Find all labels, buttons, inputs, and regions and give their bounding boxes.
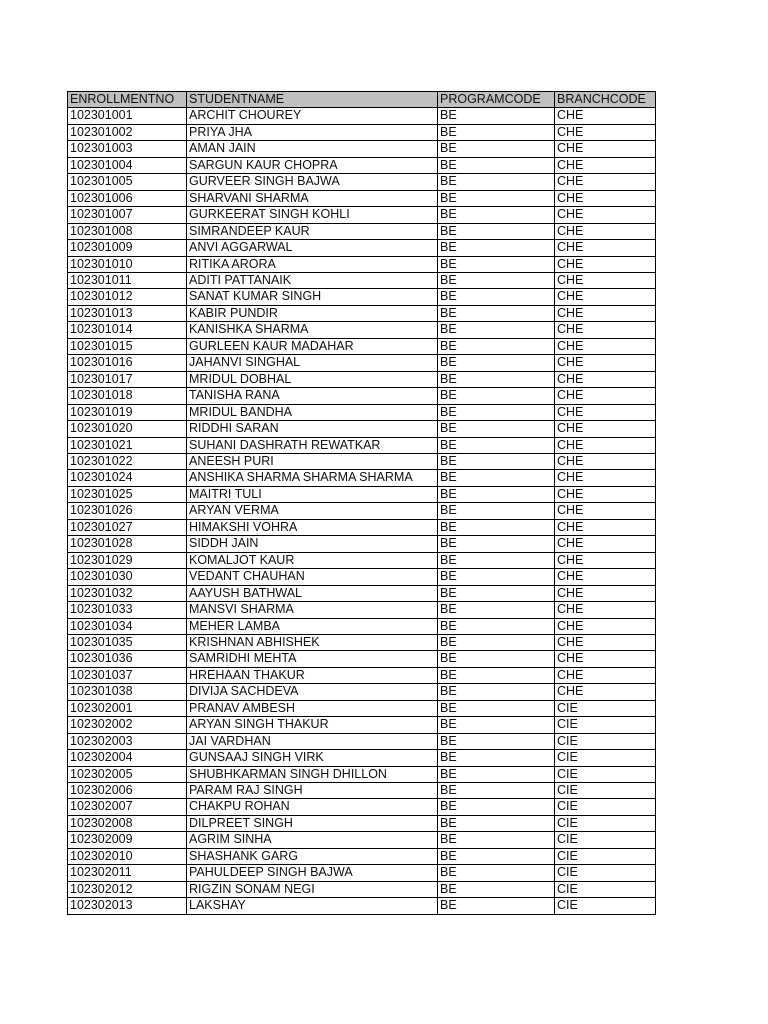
programcode-cell: BE [438, 585, 555, 601]
branchcode-cell: CHE [555, 602, 656, 618]
studentname-cell: SHUBHKARMAN SINGH DHILLON [187, 766, 438, 782]
enrollmentno-cell: 102302006 [68, 783, 187, 799]
enrollmentno-cell: 102301037 [68, 667, 187, 683]
table-row [68, 108, 656, 124]
branchcode-cell: CHE [555, 486, 656, 502]
table-row [68, 799, 656, 815]
table-row [68, 207, 656, 223]
programcode-cell: BE [438, 388, 555, 404]
studentname-cell: ARYAN SINGH THAKUR [187, 717, 438, 733]
branchcode-cell: CHE [555, 157, 656, 173]
studentname-cell: DIVIJA SACHDEVA [187, 684, 438, 700]
table-row [68, 832, 656, 848]
branchcode-cell: CIE [555, 799, 656, 815]
table-row [68, 141, 656, 157]
programcode-cell: BE [438, 207, 555, 223]
enrollmentno-cell: 102301007 [68, 207, 187, 223]
studentname-cell: AAYUSH BATHWAL [187, 585, 438, 601]
studentname-cell: PARAM RAJ SINGH [187, 783, 438, 799]
enrollmentno-cell: 102301036 [68, 651, 187, 667]
studentname-cell: JAHANVI SINGHAL [187, 355, 438, 371]
programcode-cell: BE [438, 157, 555, 173]
programcode-cell: BE [438, 618, 555, 634]
enrollmentno-cell: 102301005 [68, 174, 187, 190]
branchcode-cell: CIE [555, 815, 656, 831]
table-row [68, 124, 656, 140]
programcode-cell: BE [438, 717, 555, 733]
table-row [68, 766, 656, 782]
student-list-sheet [67, 91, 656, 915]
table-row [68, 783, 656, 799]
studentname-cell: ARCHIT CHOUREY [187, 108, 438, 124]
enrollmentno-cell: 102301003 [68, 141, 187, 157]
enrollmentno-cell: 102301029 [68, 552, 187, 568]
enrollmentno-cell: 102301018 [68, 388, 187, 404]
table-row [68, 717, 656, 733]
programcode-cell: BE [438, 305, 555, 321]
branchcode-cell: CHE [555, 272, 656, 288]
branchcode-cell: CIE [555, 733, 656, 749]
branchcode-cell: CHE [555, 519, 656, 535]
branchcode-cell: CHE [555, 634, 656, 650]
branchcode-cell: CIE [555, 766, 656, 782]
branchcode-cell: CHE [555, 651, 656, 667]
enrollmentno-cell: 102301009 [68, 240, 187, 256]
table-row [68, 338, 656, 354]
programcode-cell: BE [438, 733, 555, 749]
studentname-cell: ANSHIKA SHARMA SHARMA SHARMA [187, 470, 438, 486]
branchcode-cell: CIE [555, 898, 656, 914]
table-row [68, 519, 656, 535]
table-row [68, 881, 656, 897]
studentname-cell: MEHER LAMBA [187, 618, 438, 634]
studentname-cell: GURLEEN KAUR MADAHAR [187, 338, 438, 354]
programcode-cell: BE [438, 174, 555, 190]
programcode-cell: BE [438, 289, 555, 305]
table-row [68, 569, 656, 585]
enrollmentno-cell: 102302001 [68, 700, 187, 716]
enrollmentno-cell: 102301030 [68, 569, 187, 585]
enrollmentno-cell: 102301015 [68, 338, 187, 354]
studentname-cell: SIMRANDEEP KAUR [187, 223, 438, 239]
enrollmentno-cell: 102301006 [68, 190, 187, 206]
programcode-cell: BE [438, 470, 555, 486]
table-row [68, 651, 656, 667]
programcode-cell: BE [438, 124, 555, 140]
column-header-enrollmentno: ENROLLMENTNO [68, 92, 187, 108]
table-row [68, 223, 656, 239]
studentname-cell: GURKEERAT SINGH KOHLI [187, 207, 438, 223]
enrollmentno-cell: 102301020 [68, 421, 187, 437]
branchcode-cell: CHE [555, 124, 656, 140]
programcode-cell: BE [438, 552, 555, 568]
table-row [68, 536, 656, 552]
studentname-cell: HREHAAN THAKUR [187, 667, 438, 683]
programcode-cell: BE [438, 404, 555, 420]
enrollmentno-cell: 102301034 [68, 618, 187, 634]
enrollmentno-cell: 102301028 [68, 536, 187, 552]
enrollmentno-cell: 102301035 [68, 634, 187, 650]
programcode-cell: BE [438, 799, 555, 815]
studentname-cell: KABIR PUNDIR [187, 305, 438, 321]
studentname-cell: RITIKA ARORA [187, 256, 438, 272]
enrollmentno-cell: 102301010 [68, 256, 187, 272]
branchcode-cell: CHE [555, 684, 656, 700]
programcode-cell: BE [438, 667, 555, 683]
studentname-cell: PAHULDEEP SINGH BAJWA [187, 865, 438, 881]
enrollmentno-cell: 102301022 [68, 453, 187, 469]
column-header-programcode: PROGRAMCODE [438, 92, 555, 108]
branchcode-cell: CHE [555, 256, 656, 272]
enrollmentno-cell: 102301033 [68, 602, 187, 618]
programcode-cell: BE [438, 536, 555, 552]
branchcode-cell: CIE [555, 848, 656, 864]
programcode-cell: BE [438, 815, 555, 831]
table-row [68, 388, 656, 404]
enrollmentno-cell: 102301032 [68, 585, 187, 601]
programcode-cell: BE [438, 898, 555, 914]
enrollmentno-cell: 102301025 [68, 486, 187, 502]
programcode-cell: BE [438, 700, 555, 716]
studentname-cell: KRISHNAN ABHISHEK [187, 634, 438, 650]
table-row [68, 865, 656, 881]
studentname-cell: SIDDH JAIN [187, 536, 438, 552]
programcode-cell: BE [438, 240, 555, 256]
branchcode-cell: CHE [555, 289, 656, 305]
enrollmentno-cell: 102301013 [68, 305, 187, 321]
programcode-cell: BE [438, 865, 555, 881]
enrollmentno-cell: 102301002 [68, 124, 187, 140]
branchcode-cell: CIE [555, 881, 656, 897]
table-row [68, 174, 656, 190]
studentname-cell: ADITI PATTANAIK [187, 272, 438, 288]
table-row [68, 667, 656, 683]
branchcode-cell: CIE [555, 750, 656, 766]
programcode-cell: BE [438, 223, 555, 239]
studentname-cell: CHAKPU ROHAN [187, 799, 438, 815]
studentname-cell: TANISHA RANA [187, 388, 438, 404]
programcode-cell: BE [438, 750, 555, 766]
table-row [68, 848, 656, 864]
branchcode-cell: CHE [555, 569, 656, 585]
table-row [68, 503, 656, 519]
programcode-cell: BE [438, 766, 555, 782]
table-row [68, 815, 656, 831]
table-row [68, 733, 656, 749]
table-row [68, 421, 656, 437]
table-row [68, 256, 656, 272]
branchcode-cell: CHE [555, 355, 656, 371]
studentname-cell: ANVI AGGARWAL [187, 240, 438, 256]
branchcode-cell: CHE [555, 174, 656, 190]
enrollmentno-cell: 102301024 [68, 470, 187, 486]
table-row [68, 437, 656, 453]
studentname-cell: MRIDUL DOBHAL [187, 371, 438, 387]
header-row [68, 92, 656, 108]
studentname-cell: KOMALJOT KAUR [187, 552, 438, 568]
programcode-cell: BE [438, 634, 555, 650]
enrollmentno-cell: 102302005 [68, 766, 187, 782]
enrollmentno-cell: 102302002 [68, 717, 187, 733]
table-row [68, 700, 656, 716]
programcode-cell: BE [438, 371, 555, 387]
programcode-cell: BE [438, 848, 555, 864]
studentname-cell: MAITRI TULI [187, 486, 438, 502]
table-body [68, 108, 656, 914]
enrollmentno-cell: 102302003 [68, 733, 187, 749]
table-row [68, 322, 656, 338]
branchcode-cell: CHE [555, 585, 656, 601]
studentname-cell: HIMAKSHI VOHRA [187, 519, 438, 535]
branchcode-cell: CIE [555, 865, 656, 881]
table-row [68, 684, 656, 700]
studentname-cell: SUHANI DASHRATH REWATKAR [187, 437, 438, 453]
table-row [68, 272, 656, 288]
programcode-cell: BE [438, 338, 555, 354]
enrollmentno-cell: 102302007 [68, 799, 187, 815]
student-table [67, 91, 656, 915]
programcode-cell: BE [438, 651, 555, 667]
table-row [68, 355, 656, 371]
table-row [68, 190, 656, 206]
table-row [68, 634, 656, 650]
enrollmentno-cell: 102301016 [68, 355, 187, 371]
studentname-cell: ANEESH PURI [187, 453, 438, 469]
branchcode-cell: CIE [555, 783, 656, 799]
branchcode-cell: CHE [555, 503, 656, 519]
programcode-cell: BE [438, 437, 555, 453]
studentname-cell: GUNSAAJ SINGH VIRK [187, 750, 438, 766]
studentname-cell: PRANAV AMBESH [187, 700, 438, 716]
enrollmentno-cell: 102301001 [68, 108, 187, 124]
branchcode-cell: CHE [555, 404, 656, 420]
studentname-cell: SHARVANI SHARMA [187, 190, 438, 206]
programcode-cell: BE [438, 108, 555, 124]
studentname-cell: PRIYA JHA [187, 124, 438, 140]
branchcode-cell: CHE [555, 371, 656, 387]
branchcode-cell: CHE [555, 240, 656, 256]
table-row [68, 371, 656, 387]
programcode-cell: BE [438, 881, 555, 897]
enrollmentno-cell: 102301027 [68, 519, 187, 535]
enrollmentno-cell: 102302010 [68, 848, 187, 864]
table-row [68, 898, 656, 914]
programcode-cell: BE [438, 190, 555, 206]
branchcode-cell: CHE [555, 552, 656, 568]
branchcode-cell: CHE [555, 618, 656, 634]
branchcode-cell: CIE [555, 700, 656, 716]
table-row [68, 552, 656, 568]
branchcode-cell: CHE [555, 223, 656, 239]
programcode-cell: BE [438, 602, 555, 618]
table-row [68, 618, 656, 634]
programcode-cell: BE [438, 272, 555, 288]
programcode-cell: BE [438, 453, 555, 469]
studentname-cell: SAMRIDHI MEHTA [187, 651, 438, 667]
programcode-cell: BE [438, 256, 555, 272]
enrollmentno-cell: 102301017 [68, 371, 187, 387]
branchcode-cell: CHE [555, 388, 656, 404]
table-row [68, 289, 656, 305]
programcode-cell: BE [438, 519, 555, 535]
branchcode-cell: CHE [555, 536, 656, 552]
studentname-cell: AMAN JAIN [187, 141, 438, 157]
table-header [68, 92, 656, 108]
programcode-cell: BE [438, 832, 555, 848]
enrollmentno-cell: 102301026 [68, 503, 187, 519]
enrollmentno-cell: 102302008 [68, 815, 187, 831]
studentname-cell: RIDDHI SARAN [187, 421, 438, 437]
programcode-cell: BE [438, 486, 555, 502]
studentname-cell: VEDANT CHAUHAN [187, 569, 438, 585]
studentname-cell: RIGZIN SONAM NEGI [187, 881, 438, 897]
branchcode-cell: CHE [555, 305, 656, 321]
studentname-cell: SHASHANK GARG [187, 848, 438, 864]
studentname-cell: AGRIM SINHA [187, 832, 438, 848]
table-row [68, 305, 656, 321]
table-row [68, 157, 656, 173]
programcode-cell: BE [438, 421, 555, 437]
branchcode-cell: CIE [555, 717, 656, 733]
branchcode-cell: CHE [555, 453, 656, 469]
table-row [68, 750, 656, 766]
branchcode-cell: CIE [555, 832, 656, 848]
table-row [68, 585, 656, 601]
enrollmentno-cell: 102301021 [68, 437, 187, 453]
branchcode-cell: CHE [555, 207, 656, 223]
branchcode-cell: CHE [555, 421, 656, 437]
studentname-cell: SANAT KUMAR SINGH [187, 289, 438, 305]
table-row [68, 602, 656, 618]
enrollmentno-cell: 102302004 [68, 750, 187, 766]
enrollmentno-cell: 102301004 [68, 157, 187, 173]
programcode-cell: BE [438, 355, 555, 371]
studentname-cell: LAKSHAY [187, 898, 438, 914]
enrollmentno-cell: 102301011 [68, 272, 187, 288]
branchcode-cell: CHE [555, 141, 656, 157]
table-row [68, 486, 656, 502]
branchcode-cell: CHE [555, 322, 656, 338]
table-row [68, 404, 656, 420]
branchcode-cell: CHE [555, 470, 656, 486]
branchcode-cell: CHE [555, 667, 656, 683]
branchcode-cell: CHE [555, 190, 656, 206]
programcode-cell: BE [438, 684, 555, 700]
enrollmentno-cell: 102301019 [68, 404, 187, 420]
branchcode-cell: CHE [555, 437, 656, 453]
enrollmentno-cell: 102301014 [68, 322, 187, 338]
studentname-cell: KANISHKA SHARMA [187, 322, 438, 338]
branchcode-cell: CHE [555, 338, 656, 354]
table-row [68, 453, 656, 469]
enrollmentno-cell: 102301012 [68, 289, 187, 305]
studentname-cell: MANSVI SHARMA [187, 602, 438, 618]
studentname-cell: ARYAN VERMA [187, 503, 438, 519]
enrollmentno-cell: 102302011 [68, 865, 187, 881]
studentname-cell: MRIDUL BANDHA [187, 404, 438, 420]
programcode-cell: BE [438, 569, 555, 585]
studentname-cell: DILPREET SINGH [187, 815, 438, 831]
table-row [68, 470, 656, 486]
table-row [68, 240, 656, 256]
column-header-branchcode: BRANCHCODE [555, 92, 656, 108]
enrollmentno-cell: 102302009 [68, 832, 187, 848]
programcode-cell: BE [438, 783, 555, 799]
enrollmentno-cell: 102302012 [68, 881, 187, 897]
studentname-cell: SARGUN KAUR CHOPRA [187, 157, 438, 173]
branchcode-cell: CHE [555, 108, 656, 124]
enrollmentno-cell: 102302013 [68, 898, 187, 914]
programcode-cell: BE [438, 503, 555, 519]
column-header-studentname: STUDENTNAME [187, 92, 438, 108]
programcode-cell: BE [438, 322, 555, 338]
programcode-cell: BE [438, 141, 555, 157]
studentname-cell: JAI VARDHAN [187, 733, 438, 749]
studentname-cell: GURVEER SINGH BAJWA [187, 174, 438, 190]
enrollmentno-cell: 102301038 [68, 684, 187, 700]
enrollmentno-cell: 102301008 [68, 223, 187, 239]
